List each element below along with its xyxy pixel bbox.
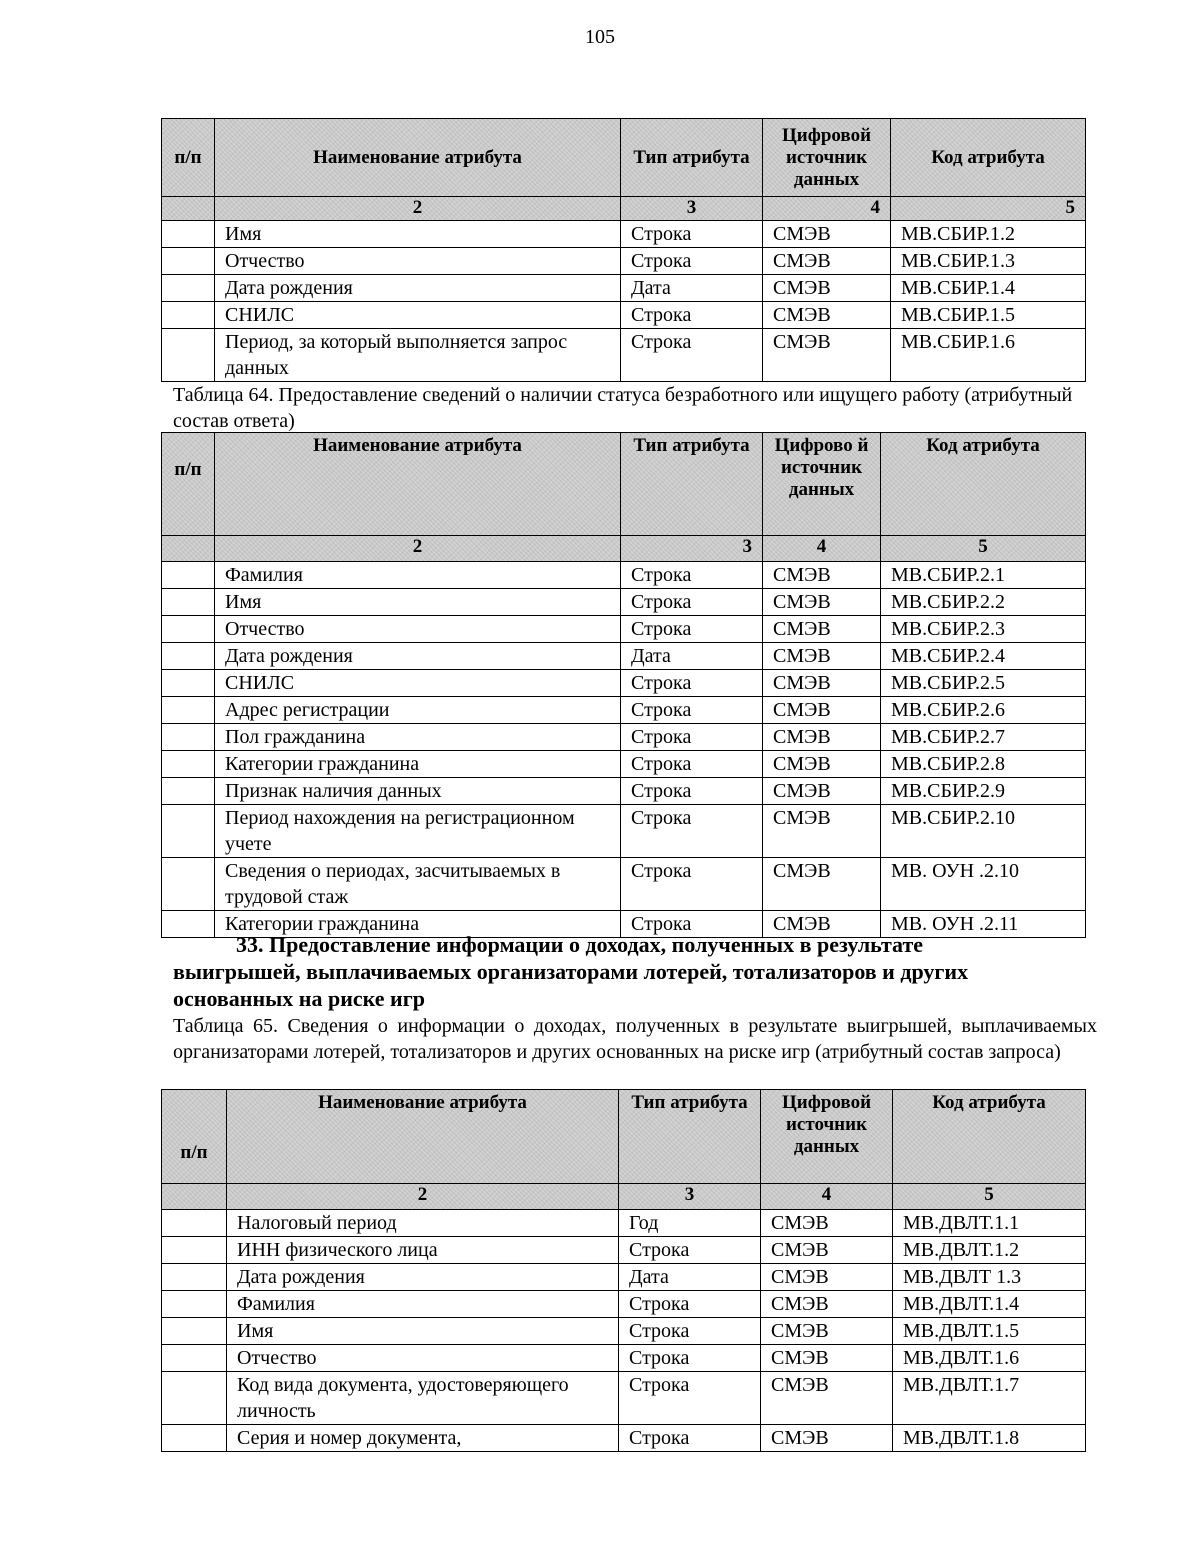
cell-num — [162, 697, 215, 724]
cell-name: Имя — [215, 589, 621, 616]
cell-code: МВ.ДВЛТ.1.4 — [893, 1291, 1086, 1318]
cell-name: Налоговый период — [227, 1210, 619, 1237]
cell-code: МВ.ДВЛТ.1.8 — [893, 1425, 1086, 1452]
colnum-cell: 5 — [893, 1184, 1086, 1210]
cell-source: СМЭВ — [763, 778, 881, 805]
cell-code: МВ.СБИР.2.2 — [881, 589, 1086, 616]
cell-type: Строка — [621, 858, 763, 911]
table-row — [162, 275, 1086, 302]
cell-num — [162, 805, 215, 858]
cell-num — [162, 643, 215, 670]
cell-num — [162, 670, 215, 697]
table-row — [162, 697, 1086, 724]
cell-num — [162, 1425, 227, 1452]
table-row — [162, 221, 1086, 248]
cell-source: СМЭВ — [763, 302, 891, 329]
colnum-cell — [162, 1184, 227, 1210]
cell-source: СМЭВ — [763, 751, 881, 778]
cell-source: СМЭВ — [763, 562, 881, 589]
cell-name: Фамилия — [227, 1291, 619, 1318]
cell-name: Отчество — [227, 1345, 619, 1372]
cell-num — [162, 1210, 227, 1237]
cell-num — [162, 275, 215, 302]
cell-num — [162, 1345, 227, 1372]
table-row — [162, 724, 1086, 751]
cell-num — [162, 1237, 227, 1264]
cell-source: СМЭВ — [763, 670, 881, 697]
cell-type: Строка — [621, 562, 763, 589]
cell-code: МВ.ДВЛТ.1.1 — [893, 1210, 1086, 1237]
cell-name: Адрес регистрации — [215, 697, 621, 724]
table-row — [162, 1345, 1086, 1372]
cell-type: Строка — [621, 911, 763, 938]
cell-name: Категории гражданина — [215, 911, 621, 938]
cell-code: МВ.ДВЛТ.1.6 — [893, 1345, 1086, 1372]
cell-type: Строка — [621, 697, 763, 724]
table-row — [162, 1318, 1086, 1345]
cell-name: Период нахождения на регистрационном учете — [215, 805, 621, 858]
cell-source: СМЭВ — [763, 329, 891, 382]
cell-source: СМЭВ — [761, 1345, 893, 1372]
table-65 — [161, 1089, 1086, 1452]
header-num: п/п — [162, 119, 215, 197]
cell-num — [162, 248, 215, 275]
cell-source: СМЭВ — [761, 1237, 893, 1264]
cell-num — [162, 1318, 227, 1345]
cell-num — [162, 778, 215, 805]
colnum-cell — [162, 536, 215, 562]
header-source: Цифровой источник данных — [761, 1090, 893, 1184]
cell-source: СМЭВ — [763, 616, 881, 643]
table-row — [162, 616, 1086, 643]
cell-code: МВ.ДВЛТ.1.7 — [893, 1372, 1086, 1425]
cell-num — [162, 1264, 227, 1291]
cell-type: Строка — [621, 616, 763, 643]
table-row — [162, 1425, 1086, 1452]
header-code: Код атрибута — [893, 1090, 1086, 1184]
table-63 — [161, 118, 1086, 382]
cell-code: МВ.СБИР.1.6 — [891, 329, 1086, 382]
colnum-cell — [162, 197, 215, 221]
cell-code: МВ.СБИР.2.1 — [881, 562, 1086, 589]
colnum-cell: 2 — [215, 536, 621, 562]
cell-source: СМЭВ — [761, 1210, 893, 1237]
cell-num — [162, 589, 215, 616]
cell-source: СМЭВ — [763, 724, 881, 751]
cell-code: МВ.СБИР.1.4 — [891, 275, 1086, 302]
cell-source: СМЭВ — [761, 1318, 893, 1345]
cell-type: Строка — [621, 724, 763, 751]
colnum-cell: 4 — [763, 197, 891, 221]
table-row — [162, 1372, 1086, 1425]
cell-name: Период, за который выполняется запрос данных — [215, 329, 621, 382]
table-row — [162, 589, 1086, 616]
table-row — [162, 1264, 1086, 1291]
cell-num — [162, 562, 215, 589]
table-row — [162, 1291, 1086, 1318]
table-65-caption: Таблица 65. Сведения о информации о доходах, полученных в результате выигрышей, выплачиваемых организаторами лотерей, тотализаторов и других основанных на риске игр (атрибутный состав запроса) — [173, 1015, 1097, 1063]
cell-source: СМЭВ — [761, 1291, 893, 1318]
table-row — [162, 643, 1086, 670]
cell-type: Строка — [619, 1372, 761, 1425]
cell-type: Строка — [619, 1345, 761, 1372]
header-source: Цифрово й источник данных — [763, 433, 881, 536]
colnum-cell: 2 — [227, 1184, 619, 1210]
cell-code: МВ.СБИР.2.10 — [881, 805, 1086, 858]
cell-name: Признак наличия данных — [215, 778, 621, 805]
cell-code: МВ.СБИР.2.7 — [881, 724, 1086, 751]
cell-type: Дата — [621, 643, 763, 670]
cell-name: Дата рождения — [215, 275, 621, 302]
section-33-heading-rest: выигрышей, выплачиваемых организаторами лотерей, тотализаторов и других основанных на риске игр — [173, 959, 969, 1011]
table-row — [162, 562, 1086, 589]
cell-name: Дата рождения — [227, 1264, 619, 1291]
cell-name: Серия и номер документа, — [227, 1425, 619, 1452]
cell-source: СМЭВ — [763, 643, 881, 670]
header-code: Код атрибута — [881, 433, 1086, 536]
page-number: 105 — [585, 26, 615, 48]
cell-source: СМЭВ — [763, 248, 891, 275]
cell-name: ИНН физического лица — [227, 1237, 619, 1264]
cell-code: МВ.СБИР.2.5 — [881, 670, 1086, 697]
cell-num — [162, 724, 215, 751]
colnum-cell: 4 — [761, 1184, 893, 1210]
cell-type: Дата — [619, 1264, 761, 1291]
cell-num — [162, 1291, 227, 1318]
table-row — [162, 805, 1086, 858]
cell-source: СМЭВ — [761, 1372, 893, 1425]
cell-num — [162, 751, 215, 778]
cell-name: Отчество — [215, 616, 621, 643]
colnum-cell: 3 — [621, 536, 763, 562]
cell-name: СНИЛС — [215, 302, 621, 329]
cell-source: СМЭВ — [761, 1425, 893, 1452]
table-row — [162, 248, 1086, 275]
cell-code: МВ.СБИР.1.2 — [891, 221, 1086, 248]
table-row — [162, 1210, 1086, 1237]
table-row — [162, 302, 1086, 329]
table-row — [162, 670, 1086, 697]
cell-source: СМЭВ — [763, 805, 881, 858]
cell-type: Строка — [621, 670, 763, 697]
cell-code: МВ.ДВЛТ 1.3 — [893, 1264, 1086, 1291]
colnum-cell: 2 — [215, 197, 621, 221]
cell-name: Отчество — [215, 248, 621, 275]
cell-num — [162, 302, 215, 329]
header-name: Наименование атрибута — [227, 1090, 619, 1184]
table-64 — [161, 432, 1086, 938]
cell-num — [162, 221, 215, 248]
cell-name: Категории гражданина — [215, 751, 621, 778]
cell-source: СМЭВ — [763, 221, 891, 248]
cell-code: МВ.СБИР.2.8 — [881, 751, 1086, 778]
section-33-heading — [173, 931, 1073, 1012]
cell-type: Строка — [621, 248, 763, 275]
cell-name: Код вида документа, удостоверяющего личность — [227, 1372, 619, 1425]
header-name: Наименование атрибута — [215, 119, 621, 197]
cell-type: Строка — [621, 778, 763, 805]
cell-type: Строка — [621, 805, 763, 858]
cell-num — [162, 858, 215, 911]
cell-num — [162, 1372, 227, 1425]
colnum-cell: 4 — [763, 536, 881, 562]
cell-code: МВ. ОУН .2.11 — [881, 911, 1086, 938]
cell-type: Строка — [619, 1425, 761, 1452]
colnum-cell: 3 — [621, 197, 763, 221]
cell-name: Фамилия — [215, 562, 621, 589]
header-type: Тип атрибута — [621, 433, 763, 536]
table-row — [162, 778, 1086, 805]
cell-code: МВ.ДВЛТ.1.2 — [893, 1237, 1086, 1264]
cell-source: СМЭВ — [763, 697, 881, 724]
colnum-cell: 5 — [881, 536, 1086, 562]
cell-code: МВ.СБИР.1.3 — [891, 248, 1086, 275]
table-row — [162, 329, 1086, 382]
table-row — [162, 751, 1086, 778]
cell-name: Имя — [215, 221, 621, 248]
cell-source: СМЭВ — [761, 1264, 893, 1291]
header-num: п/п — [162, 433, 215, 536]
header-code: Код атрибута — [891, 119, 1086, 197]
colnum-cell: 5 — [891, 197, 1086, 221]
table-row — [162, 858, 1086, 911]
table-64-caption: Таблица 64. Предоставление сведений о наличии статуса безработного или ищущего работу (атрибутный состав ответа) — [173, 384, 1073, 432]
cell-type: Строка — [621, 751, 763, 778]
cell-code: МВ.ДВЛТ.1.5 — [893, 1318, 1086, 1345]
cell-code: МВ.СБИР.2.9 — [881, 778, 1086, 805]
cell-type: Строка — [621, 329, 763, 382]
header-type: Тип атрибута — [621, 119, 763, 197]
cell-type: Строка — [621, 589, 763, 616]
cell-name: Пол гражданина — [215, 724, 621, 751]
cell-type: Год — [619, 1210, 761, 1237]
cell-code: МВ.СБИР.2.3 — [881, 616, 1086, 643]
table-row — [162, 1237, 1086, 1264]
cell-type: Дата — [621, 275, 763, 302]
cell-type: Строка — [619, 1237, 761, 1264]
cell-name: Имя — [227, 1318, 619, 1345]
cell-source: СМЭВ — [763, 858, 881, 911]
cell-code: МВ.СБИР.2.6 — [881, 697, 1086, 724]
cell-code: МВ. ОУН .2.10 — [881, 858, 1086, 911]
cell-type: Строка — [621, 221, 763, 248]
header-name: Наименование атрибута — [215, 433, 621, 536]
colnum-cell: 3 — [619, 1184, 761, 1210]
cell-source: СМЭВ — [763, 911, 881, 938]
cell-name: Сведения о периодах, засчитываемых в трудовой стаж — [215, 858, 621, 911]
cell-num — [162, 616, 215, 643]
cell-name: Дата рождения — [215, 643, 621, 670]
cell-code: МВ.СБИР.2.4 — [881, 643, 1086, 670]
header-source: Цифровой источник данных — [763, 119, 891, 197]
header-num: п/п — [162, 1090, 227, 1184]
header-type: Тип атрибута — [619, 1090, 761, 1184]
cell-source: СМЭВ — [763, 275, 891, 302]
cell-source: СМЭВ — [763, 589, 881, 616]
cell-num — [162, 329, 215, 382]
cell-type: Строка — [621, 302, 763, 329]
cell-name: СНИЛС — [215, 670, 621, 697]
section-33-heading-line1: 33. Предоставление информации о доходах, полученных в результате — [236, 932, 924, 957]
cell-type: Строка — [619, 1318, 761, 1345]
cell-type: Строка — [619, 1291, 761, 1318]
cell-code: МВ.СБИР.1.5 — [891, 302, 1086, 329]
